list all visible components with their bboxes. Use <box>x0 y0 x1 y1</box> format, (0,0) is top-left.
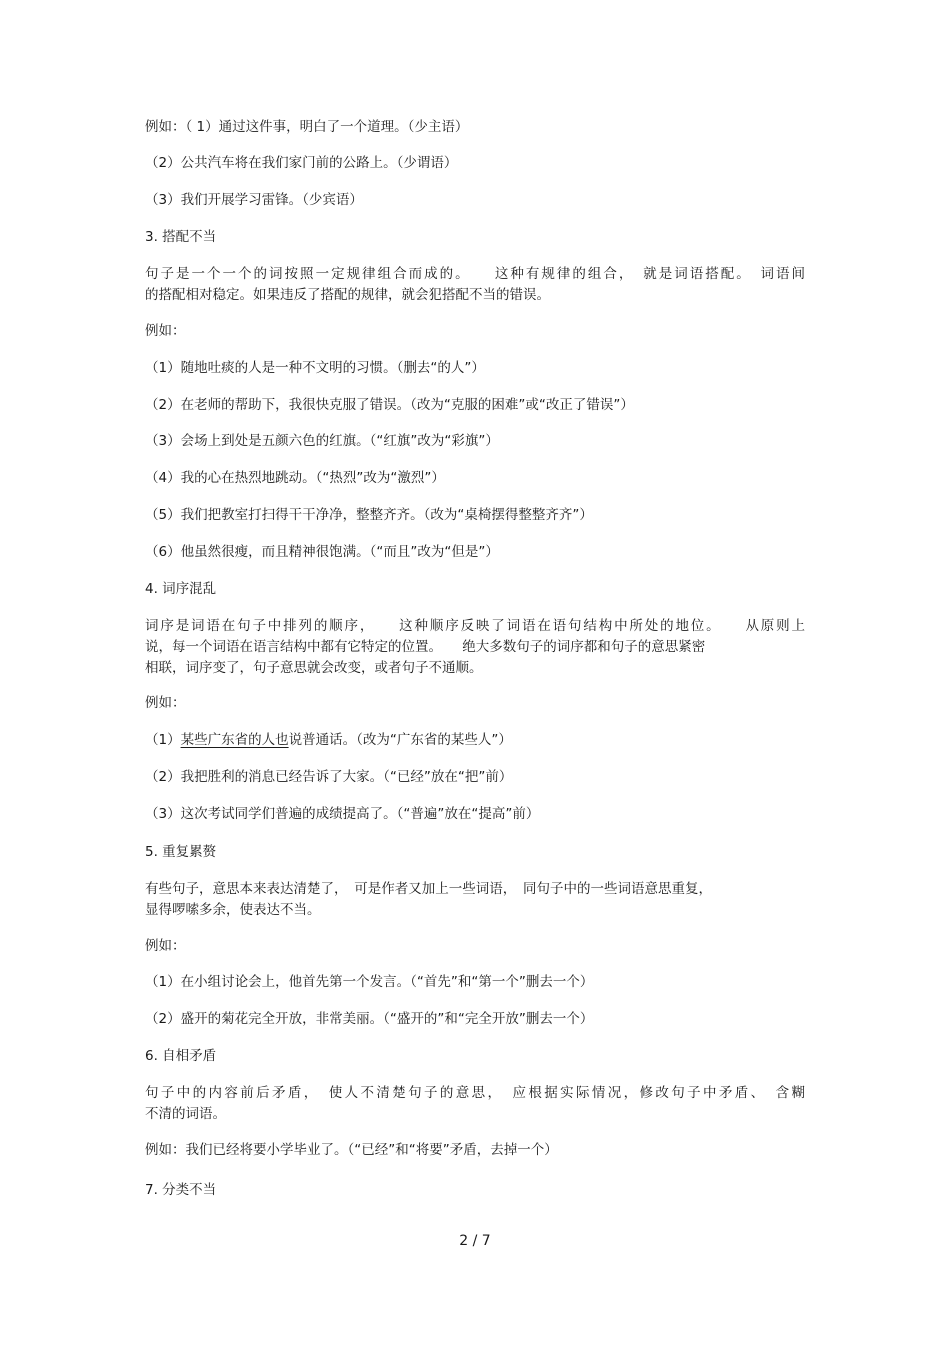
paragraph-line: 相联，词序变了，句子意思就会改变，或者句子不通顺。 <box>145 660 483 676</box>
paragraph-line: 的搭配相对稳定。如果违反了搭配的规律，就会犯搭配不当的错误。 <box>145 287 550 303</box>
example-label: 例如： <box>145 323 186 339</box>
section-paragraph <box>145 879 805 921</box>
example-line <box>145 730 512 750</box>
page-number: 2 / 7 <box>459 1233 491 1249</box>
example-line: 例如：我们已经将要小学毕业了。（“已经”和“将要”矛盾，去掉一个） <box>145 1142 558 1158</box>
section-heading: 7. 分类不当 <box>145 1182 217 1198</box>
section-paragraph <box>145 264 805 306</box>
example-line: （6）他虽然很瘦，而且精神很饱满。（“而且”改为“但是”） <box>145 544 499 560</box>
section-heading: 4. 词序混乱 <box>145 581 217 597</box>
paragraph-line: 句子中的内容前后矛盾， 使人不清楚句子的意思， 应根据实际情况，修改句子中矛盾、 含糊 <box>145 1085 805 1101</box>
section-heading: 6. 自相矛盾 <box>145 1048 217 1064</box>
paragraph-line: 显得啰嗦多余，使表达不当。 <box>145 902 321 918</box>
section-heading: 3. 搭配不当 <box>145 229 217 245</box>
example-label: 例如： <box>145 695 186 711</box>
example-line: （3）这次考试同学们普遍的成绩提高了。（“普遍”放在“提高”前） <box>145 806 540 822</box>
paragraph-line: 词序是词语在句子中排列的顺序， 这种顺序反映了词语在语句结构中所处的地位。 从原则上 <box>145 618 805 634</box>
example-line: （2）在老师的帮助下，我很快克服了错误。（改为“克服的困难”或“改正了错误”） <box>145 397 634 413</box>
paragraph-line: 不清的词语。 <box>145 1106 226 1122</box>
example-line: （2）盛开的菊花完全开放，非常美丽。（“盛开的”和“完全开放”删去一个） <box>145 1011 594 1027</box>
example-line: （4）我的心在热烈地跳动。（“热烈”改为“激烈”） <box>145 470 445 486</box>
example-label: 例如： <box>145 938 186 954</box>
paragraph-line: 有些句子，意思本来表达清楚了， 可是作者又加上一些词语， 同句子中的一些词语意思重复， <box>145 881 712 897</box>
example-line: 例如：（ 1）通过这件事，明白了一个道理。（少主语） <box>145 119 469 135</box>
example-suffix: 说普通话。（改为“广东省的某些人”） <box>288 732 512 748</box>
paragraph-line: 说，每一个词语在语言结构中都有它特定的位置。 绝大多数句子的词序都和句子的意思紧密 <box>145 639 706 655</box>
example-line: （3）我们开展学习雷锋。（少宾语） <box>145 192 363 208</box>
example-line: （1）随地吐痰的人是一种不文明的习惯。（删去“的人”） <box>145 360 485 376</box>
example-line: （2）公共汽车将在我们家门前的公路上。（少谓语） <box>145 155 458 171</box>
example-line: （5）我们把教室打扫得干干净净，整整齐齐。（改为“桌椅摆得整整齐齐”） <box>145 507 593 523</box>
example-line: （3）会场上到处是五颜六色的红旗。（“红旗”改为“彩旗”） <box>145 433 499 449</box>
underlined-phrase: 某些广东省的人也 <box>180 732 289 748</box>
section-heading: 5. 重复累赘 <box>145 844 217 860</box>
paragraph-line: 句子是一个一个的词按照一定规律组合而成的。 这种有规律的组合， 就是词语搭配。 词语间 <box>145 266 805 282</box>
section-paragraph <box>145 1083 805 1125</box>
example-line: （2）我把胜利的消息已经告诉了大家。（“已经”放在“把”前） <box>145 769 513 785</box>
section-paragraph <box>145 616 805 679</box>
example-prefix: （1） <box>145 732 181 748</box>
example-line: （1）在小组讨论会上，他首先第一个发言。（“首先”和“第一个”删去一个） <box>145 974 594 990</box>
